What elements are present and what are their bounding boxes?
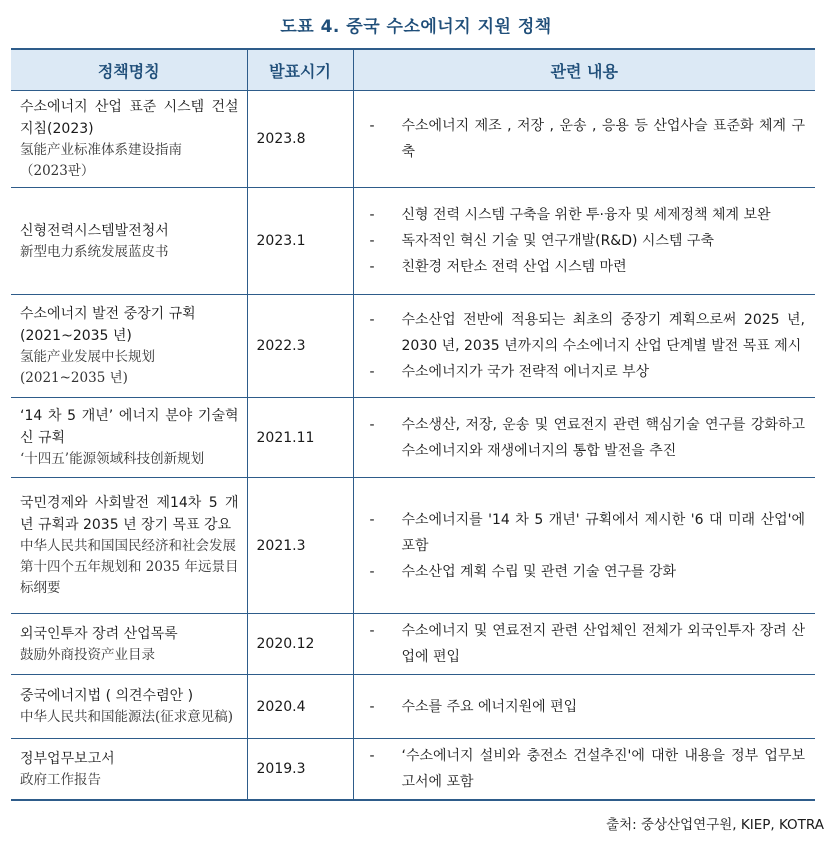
header-policy-name: 정책명칭	[11, 49, 247, 91]
bullet-dash: -	[369, 118, 375, 134]
announcement-date: 2022.3	[247, 295, 353, 398]
content-list	[370, 694, 806, 720]
content-list	[370, 507, 806, 585]
announcement-date: 2020.4	[247, 675, 353, 739]
bullet-dash: -	[369, 233, 375, 249]
content-item	[370, 618, 806, 670]
policy-name-korean: 수소에너지 산업 표준 시스템 건설 지침(2023)	[20, 99, 239, 137]
content-item	[370, 254, 806, 280]
table-row	[11, 739, 815, 801]
content-list	[370, 202, 806, 280]
content-list	[370, 412, 806, 464]
bullet-dash: -	[369, 748, 375, 764]
table-title: 도표 4. 중국 수소에너지 지원 정책	[280, 17, 552, 37]
table-row	[11, 478, 815, 614]
policy-content-cell	[353, 188, 815, 295]
content-item-text: 수소에너지를 '14 차 5 개년' 규획에서 제시한 '6 대 미래 산업'에 포함	[401, 511, 805, 554]
policy-name-chinese: 中华人民共和国能源法(征求意见稿)	[20, 709, 234, 725]
content-item	[370, 202, 806, 228]
content-item-text: 친환경 저탄소 전력 산업 시스템 마련	[401, 259, 627, 275]
content-item	[370, 412, 806, 464]
policy-content-cell	[353, 398, 815, 478]
bullet-dash: -	[369, 563, 375, 580]
policy-name-cell	[11, 91, 247, 188]
policy-name-chinese: 政府工作报告	[20, 771, 101, 788]
policy-name-chinese: 氢能产业标准体系建设指南 （2023판）	[20, 142, 182, 179]
table-row	[11, 188, 815, 295]
bullet-dash: -	[369, 511, 375, 528]
bullet-dash: -	[369, 416, 375, 433]
announcement-date: 2019.3	[247, 739, 353, 801]
content-item-text: ‘수소에너지 설비와 충전소 건설추진'에 대한 내용을 정부 업무보고서에 포함	[401, 748, 805, 790]
announcement-date: 2020.12	[247, 614, 353, 675]
content-item	[370, 743, 806, 795]
announcement-date: 2023.8	[247, 91, 353, 188]
policy-name-korean: 수소에너지 발전 중장기 규획 (2021~2035 년)	[20, 306, 196, 344]
policy-content-cell	[353, 295, 815, 398]
content-item-text: 수소에너지 제조 , 저장 , 운송 , 응용 등 산업사슬 표준화 체계 구축	[401, 118, 805, 160]
policy-table	[11, 48, 815, 801]
content-list	[370, 307, 806, 385]
policy-name-cell	[11, 398, 247, 478]
content-item-text: 수소에너지 및 연료전지 관련 산업체인 전체가 외국인투자 장려 산업에 편입	[401, 623, 805, 665]
content-item-text: 수소산업 계획 수립 및 관련 기술 연구를 강화	[401, 563, 677, 580]
policy-content-cell	[353, 675, 815, 739]
content-item	[370, 507, 806, 559]
content-item	[370, 694, 806, 720]
policy-name-chinese: 中华人民共和国国民经济和社会发展第十四个五年规划和 2035 年远景目标纲要	[20, 538, 239, 596]
table-body	[11, 91, 815, 801]
header-date: 발표시기	[247, 49, 353, 91]
content-item-text: 독자적인 혁신 기술 및 연구개발(R&D) 시스템 구축	[401, 233, 714, 249]
announcement-date: 2023.1	[247, 188, 353, 295]
policy-name-cell	[11, 614, 247, 675]
bullet-dash: -	[369, 698, 375, 715]
header-content: 관련 내용	[353, 49, 815, 91]
content-item-text: 수소생산, 저장, 운송 및 연료전지 관련 핵심기술 연구를 강화하고 수소에너지와 재생에너지의 통합 발전을 추진	[401, 416, 805, 459]
policy-name-korean: 신형전력시스템발전청서	[20, 222, 169, 239]
policy-content-cell	[353, 614, 815, 675]
source-note: 출처: 중상산업연구원, KIEP, KOTRA	[606, 817, 824, 833]
policy-name-cell	[11, 295, 247, 398]
policy-content-cell	[353, 91, 815, 188]
content-item	[370, 559, 806, 585]
table-row	[11, 91, 815, 188]
policy-name-korean: 국민경제와 사회발전 제14차 5 개년 규획과 2035 년 장기 목표 강요	[20, 495, 239, 533]
policy-name-korean: ‘14 차 5 개년’ 에너지 분야 기술혁신 규획	[20, 408, 239, 446]
content-item	[370, 307, 806, 359]
content-item-text: 수소에너지가 국가 전략적 에너지로 부상	[401, 364, 650, 380]
content-item	[370, 228, 806, 254]
table-row	[11, 675, 815, 739]
announcement-date: 2021.3	[247, 478, 353, 614]
policy-name-cell	[11, 675, 247, 739]
policy-content-cell	[353, 739, 815, 801]
table-row	[11, 614, 815, 675]
policy-name-chinese: 新型电力系统发展蓝皮书	[20, 243, 169, 260]
policy-name-cell	[11, 478, 247, 614]
content-list	[370, 113, 806, 165]
table-row	[11, 295, 815, 398]
bullet-dash: -	[369, 312, 375, 328]
announcement-date: 2021.11	[247, 398, 353, 478]
bullet-dash: -	[369, 207, 375, 223]
policy-name-cell	[11, 739, 247, 801]
content-item	[370, 359, 806, 385]
policy-name-chinese: 鼓励外商投资产业目录	[20, 646, 155, 663]
content-item-text: 수소를 주요 에너지원에 편입	[401, 698, 578, 715]
content-item-text: 신형 전력 시스템 구축을 위한 투·융자 및 세제정책 체계 보완	[401, 207, 771, 223]
policy-name-chinese: 氢能产业发展中长规划 (2021~2035 년)	[20, 349, 155, 386]
policy-name-cell	[11, 188, 247, 295]
policy-name-korean: 정부업무보고서	[20, 750, 115, 767]
table-header-row	[11, 49, 815, 91]
content-item	[370, 113, 806, 165]
policy-name-korean: 중국에너지법 ( 의견수렴안 )	[20, 688, 194, 704]
content-item-text: 수소산업 전반에 적용되는 최초의 중장기 계획으로써 2025 년, 2030 년, 2035 년까지의 수소에너지 산업 단계별 발전 목표 제시	[401, 312, 805, 354]
policy-name-korean: 외국인투자 장려 산업목록	[20, 625, 178, 642]
table-row	[11, 398, 815, 478]
policy-name-chinese: ‘十四五’能源领域科技创新规划	[20, 451, 205, 467]
bullet-dash: -	[369, 364, 375, 380]
policy-content-cell	[353, 478, 815, 614]
bullet-dash: -	[369, 259, 375, 275]
bullet-dash: -	[369, 623, 375, 639]
content-list	[370, 618, 806, 670]
content-list	[370, 743, 806, 795]
